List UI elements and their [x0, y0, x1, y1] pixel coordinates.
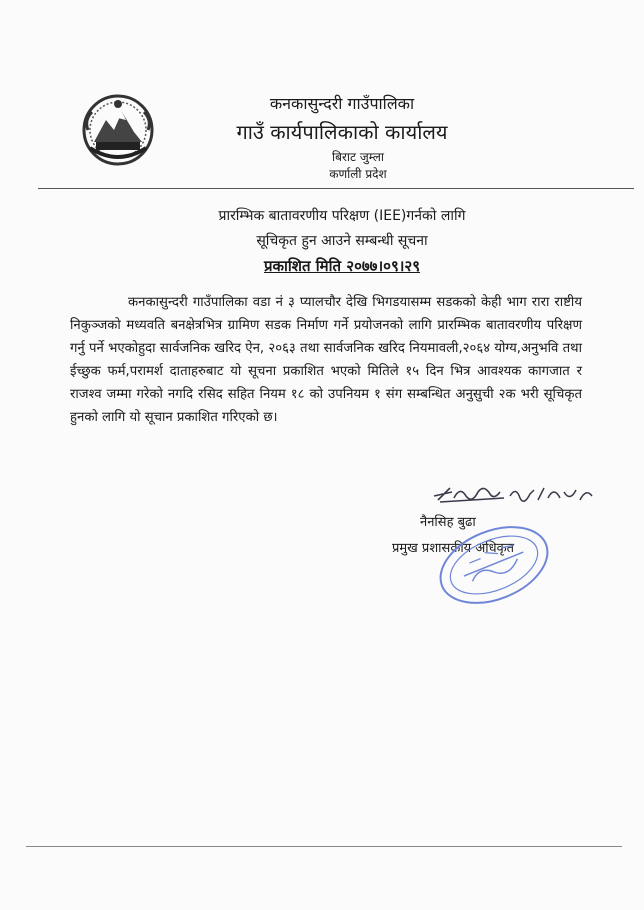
notice-title-line1: प्रारम्भिक बातावरणीय परिक्षण (IEE)गर्नको लागि [218, 208, 466, 224]
office-name: गाउँ कार्यपालिकाको कार्यालय [236, 120, 448, 144]
signatory-title: प्रमुख प्रशासकीय अधिकृत [392, 541, 515, 556]
footer-divider [26, 846, 622, 847]
notice-title-line2: सूचिकृत हुन आउने सम्बन्धी सूचना [256, 233, 428, 249]
header-divider [38, 188, 634, 189]
org-name: कनकासुन्दरी गाउँपालिका [269, 94, 415, 113]
official-stamp [432, 520, 556, 610]
published-date: प्रकाशित मिति २०७७।०९।२९ [263, 257, 421, 275]
notice-body: कनकासुन्दरी गाउँपालिका वडा नं ३ प्यालचौर देखि भिगडयासम्म सडकको केही भाग रारा राष्टीय निकुञ्जको मध्यवति बनक्षेत्रभित्र ग्रामिण सडक निर्माण गर्ने प्रयोजनको लागि प्रारम्भिक बातावरणीय परिक्षण गर्नु पर्ने भएकोहुदा सार्वजनिक खरिद ऐन, २०६३ तथा सार्वजनिक खरिद नियमावली,२०६४ योग्य,अनुभवि तथा ईच्छुक फर्म,परामर्श दाताहरुबाट यो सूचना प्रकाशित भएको मितिले १५ दिन भित्र आवश्यक कागजात र राजश्व जम्मा गरेको नगदि रसिद सहित नियम १८ को उपनियम १ संग सम्बन्धित अनुसुची २क भरी सूचिकृत हुनको लागि यो सूचान प्रकाशित गरिएको छ। [70, 295, 582, 425]
signatory-name: नैनसिह बुढा [420, 515, 476, 530]
address: बिराट जुम्ला [332, 150, 384, 164]
province: कर्णाली प्रदेश [329, 167, 387, 181]
